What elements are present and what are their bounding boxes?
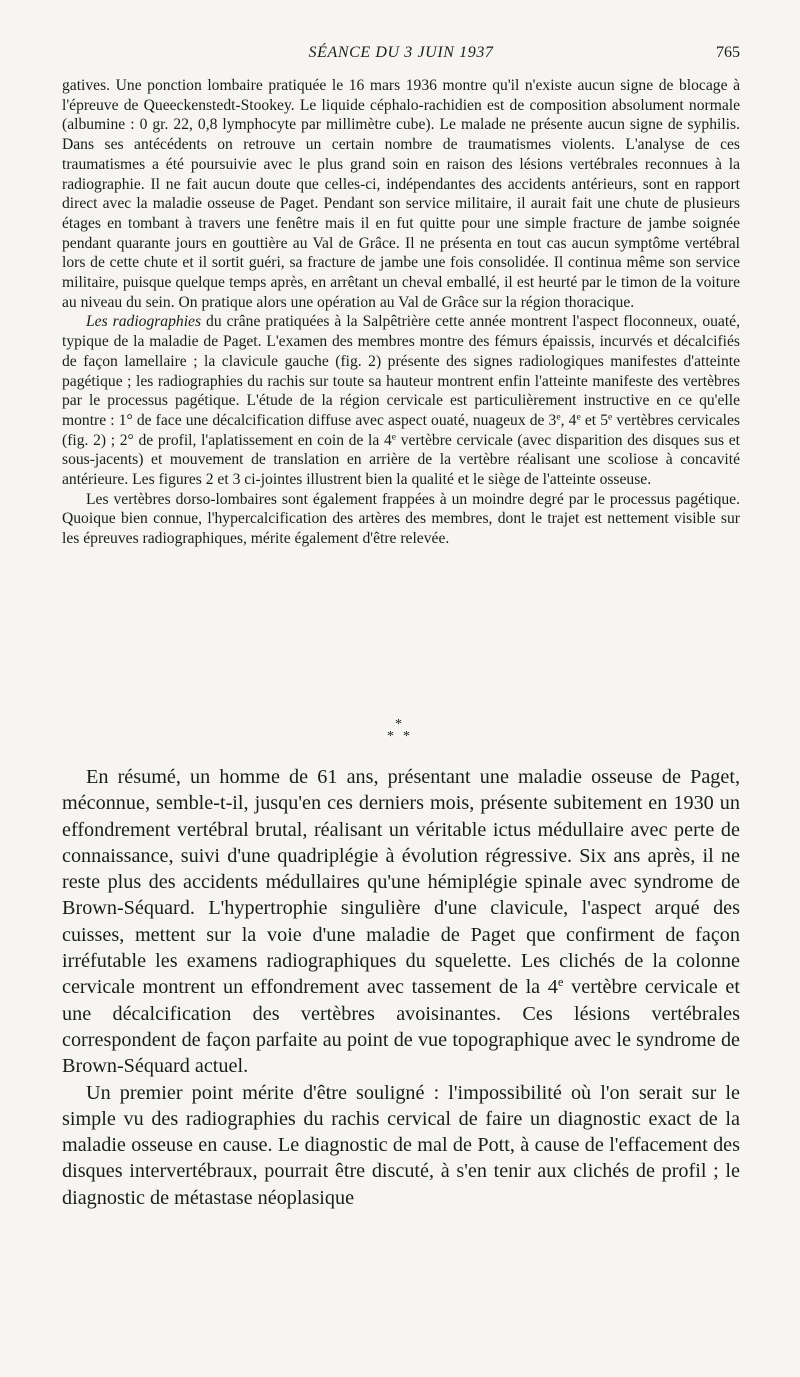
paragraph-history: gatives. Une ponction lombaire pratiquée le 16 mars 1936 montre qu'il n'existe aucun signe de blocage à l'épreuve de Queeckenstedt-Stookey. Le liquide céphalo-rachidien est de composition absolument normale (albumine : 0 gr. 22, 0,8 lymphocyte par millimètre cube). Le malade ne présente aucun signe de syphilis. Dans ses antécédents on retrouve un certain nombre de traumatismes violents. L'analyse de ces traumatismes a été poursuivie avec le plus grand soin en raison des lésions vertébrales reconnues à la radiographie. Il ne fait aucun doute que celles-ci, indépendantes des accidents antérieurs, sont en rapport direct avec la maladie osseuse de Paget. Pendant son service militaire, il aurait fait une chute de plusieurs étages en tombant à travers une fenêtre mais il en fut quitte pour une simple fracture de jambe soignée pendant quarante jours en gouttière au Val de Grâce. Il ne présenta en tout cas aucun symptôme vertébral lors de cette chute et il sortit guéri, sa fracture de jambe une fois consolidée. Il continua même son service militaire, puisque quelque temps après, en arrêtant un cheval emballé, il est heurté par le timon de la voiture au niveau du sein. On pratique alors une opération au Val de Grâce sur la région thoracique. [62, 77, 740, 311]
asterisk: * [403, 729, 410, 744]
section-separator [385, 718, 415, 752]
paragraph-resume: En résumé, un homme de 61 ans, présentant une maladie osseuse de Paget, méconnue, semble-t-il, jusqu'en ces derniers mois, présente subitement en 1930 un effondrement vertébral brutal, réalisant un véritable ictus médullaire avec perte de connaissance, suivi d'une quadriplégie à évolution régressive. Six ans après, il ne reste plus des accidents médullaires qu'une hémiplégie spinale avec syndrome de Brown-Séquard. L'hypertrophie singulière d'une clavicule, l'aspect arqué des cuisses, mettent sur la voie d'une maladie de Paget que confirment de façon irréfutable les examens radiographiques du squelette. Les clichés de la colonne cervicale montrent un effondrement avec tassement de la 4e vertèbre cervicale et une décalcification des vertèbres avoisinantes. Ces lésions vertébrales correspondent de façon parfaite au point de vue topographique avec le syndrome de Brown-Séquard actuel. [62, 766, 740, 1078]
discussion-text [62, 764, 740, 1211]
paragraph-premier-point: Un premier point mérite d'être souligné : l'impossibilité où l'on serait sur le simple vu des radiographies du rachis cervical de faire un diagnostic exact de la maladie osseuse en cause. Le diagnostic de mal de Pott, à cause de l'effacement des disques intervertébraux, pourrait être discuté, à s'en tenir aux clichés de profil ; le diagnostic de métastase néoplasique [62, 1081, 740, 1209]
paragraph-radiographies: Les radiographies du crâne pratiquées à la Salpêtrière cette année montrent l'aspect floconneux, ouaté, typique de la maladie de Paget. L'examen des membres montre des fémurs épaissis, incurvés et décalcifiés de façon lamellaire ; la clavicule gauche (fig. 2) présente des signes radiologiques manifestes d'atteinte pagétique ; les radiographies du rachis sur toute sa hauteur montrent enfin l'atteinte manifeste des vertèbres par le processus pagétique. L'étude de la région cervicale est particulièrement instructive en ce qu'elle montre : 1° de face une décalcification diffuse avec aspect ouaté, nuageux de 3e, 4e et 5e vertèbres cervicales (fig. 2) ; 2° de profil, l'aplatissement en coin de la 4e vertèbre cervicale (avec disparition des disques sus et sous-jacents) et mouvement de translation en arrière de la vertèbre réalisant une scoliose à concavité antérieure. Les figures 2 et 3 ci-jointes illustrent bien la qualité et le siège de l'atteinte osseuse. [62, 313, 741, 489]
page-header [62, 44, 740, 68]
case-report-text [62, 76, 740, 549]
running-title: SÉANCE DU 3 JUIN 1937 [308, 44, 494, 61]
italic-lead: Les radiographies [86, 313, 202, 331]
paragraph-dorso-lombaires: Les vertèbres dorso-lombaires sont également frappées à un moindre degré par le processus pagétique. Quoique bien connue, l'hypercalcification des artères des membres, dont le trajet est nettement visible sur les épreuves radiographiques, mérite également d'être relevée. [62, 490, 740, 548]
asterisk: * [387, 729, 394, 744]
page-number: 765 [716, 44, 740, 61]
asterisk: * [395, 717, 402, 732]
